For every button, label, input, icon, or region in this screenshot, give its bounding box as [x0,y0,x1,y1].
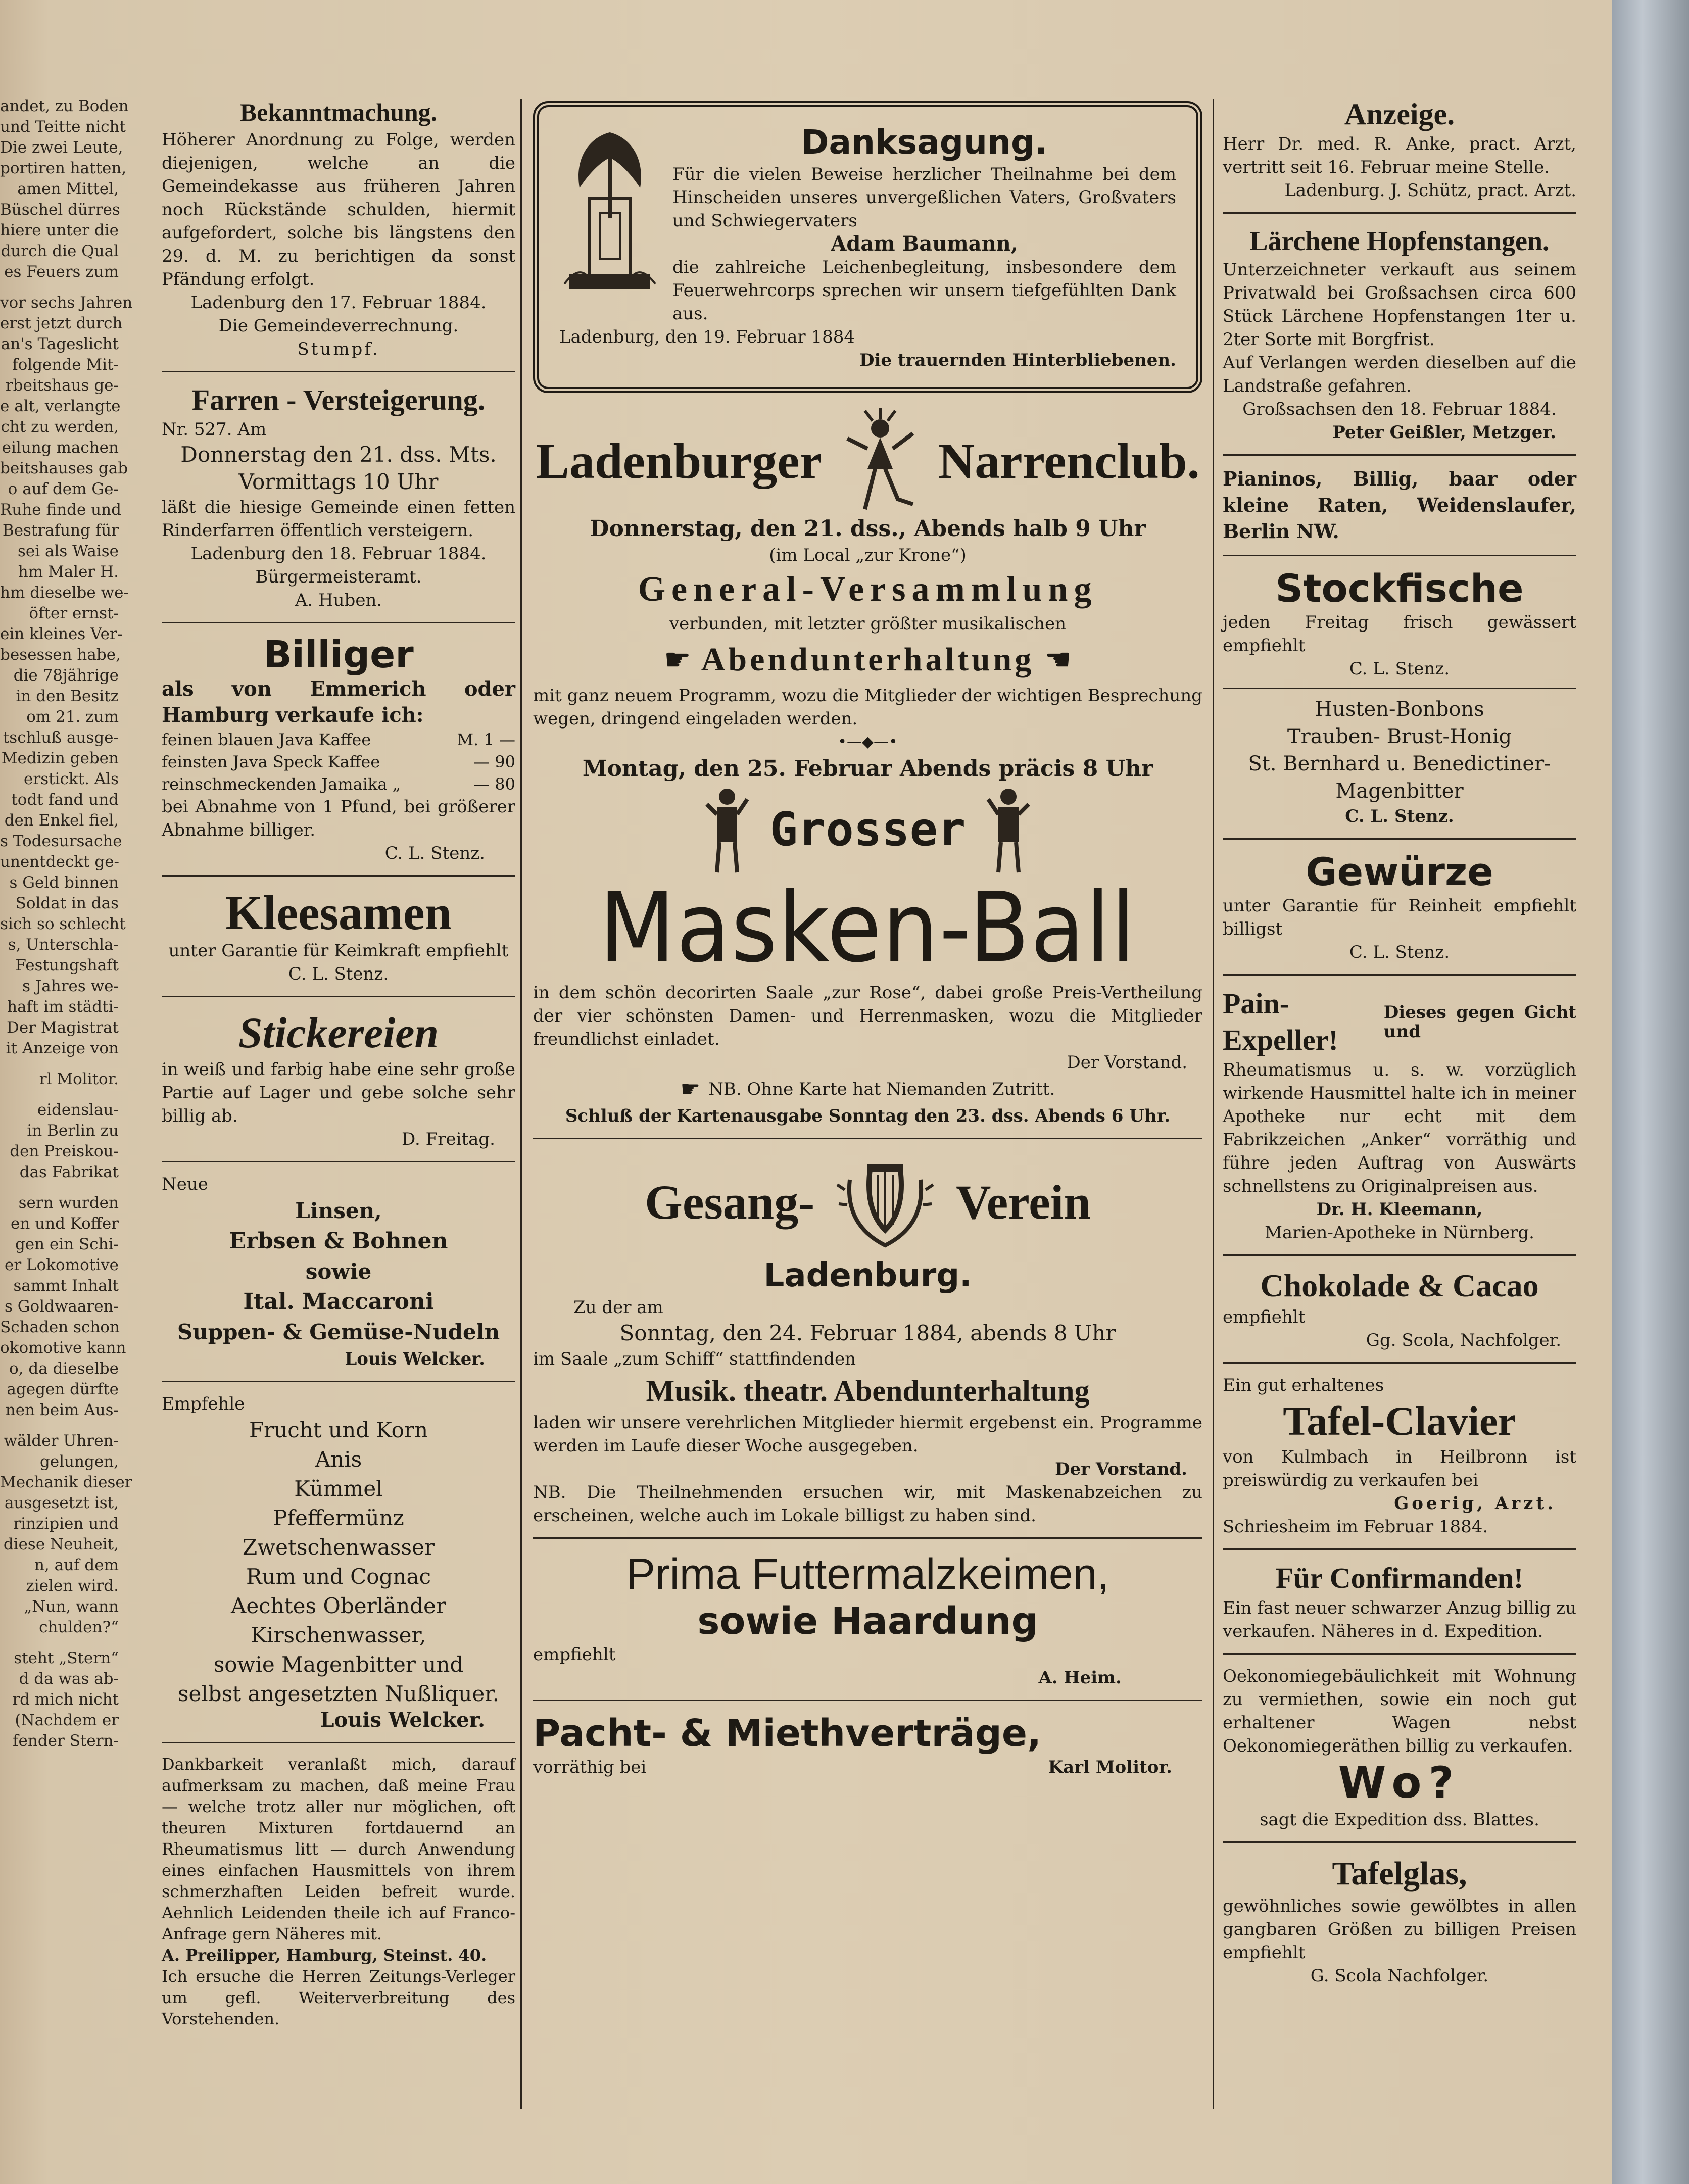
empfehle-item: Frucht und Korn [249,1418,428,1442]
divider [1223,555,1576,556]
abendunterhaltung-line [533,639,1202,681]
left-edge-line: beitshauses gab [0,459,128,477]
divider [1223,688,1576,689]
masked-figure-icon [704,784,750,875]
farren-signature: A. Huben. [295,590,382,610]
left-edge-line: das Fabrikat [19,1163,119,1181]
left-edge-line: Büschel dürres [0,201,120,219]
price-item-name: feinen blauen Java Kaffee [162,730,371,749]
price-item-name: reinschmeckenden Jamaika „ [162,774,401,794]
neue-item: Erbsen & Bohnen [229,1228,448,1254]
empfehle-signature: Louis Welcker. [320,1708,485,1732]
husten-item: Magenbitter [1335,780,1464,803]
pain-expeller-side: Dieses gegen Gicht und [1383,1002,1576,1042]
column-1 [162,96,515,2029]
laerchen-text: Unterzeichneter verkauft aus seinem Privatwald bei Großsachsen circa 600 Stück Lärchene Hopfenstangen 1ter u. 2ter Sorte mit Borgfrist. [1223,260,1576,350]
chokolade-title: Chokolade & Cacao [1260,1268,1539,1303]
gesangverein-title-right: Verein [956,1175,1091,1229]
maskenball-signature: Der Vorstand. [1067,1052,1187,1073]
abendunterhaltung-title: Abendunterhaltung [701,641,1035,678]
pain-expeller-signature-2: Marien-Apotheke in Nürnberg. [1265,1223,1534,1243]
stockfische-title: Stockfische [1275,566,1524,611]
left-edge-line: s, Unterschla- [8,936,119,954]
tafelclavier-date: Schriesheim im Februar 1884. [1223,1517,1488,1537]
ornament-divider: •—◆—• [838,733,898,751]
husten-item: Trauben- Brust-Honig [1287,725,1512,748]
kleesamen-text: unter Garantie für Keimkraft empfiehlt [168,941,509,961]
kleesamen-signature: C. L. Stenz. [288,964,389,984]
divider [533,1138,1202,1139]
dankbarkeit-signature: A. Preilipper, Hamburg, Steinst. 40. [162,1946,487,1965]
narrenclub-title-left: Ladenburger [536,433,823,489]
pointing-hand-right-icon: ☛ [663,642,691,677]
futter-title: Prima Futtermalzkeimen, [626,1550,1109,1598]
price-item-price: M. 1 — [457,730,515,749]
left-edge-line: hm Maler H. [18,563,119,581]
book-binding-edge [1612,0,1689,2184]
chokolade-text: empfiehlt [1223,1307,1306,1327]
anzeige-text: Herr Dr. med. R. Anke, pract. Arzt, vertritt seit 16. Februar meine Stelle. [1223,134,1576,177]
left-edge-line: die 78jährige [13,666,119,685]
left-edge-line: gelungen, [39,1452,119,1471]
column-3 [1223,96,1576,1987]
empfehle-item: Kirschenwasser, [251,1623,426,1647]
pacht-title: Pacht- & Miethverträge, [533,1712,1042,1755]
left-edge-line: es Feuers zum [4,263,119,281]
left-edge-line: rd mich nicht [12,1690,119,1709]
husten-signature: C. L. Stenz. [1345,806,1454,827]
billiger-subtitle: als von Emmerich oder Hamburg verkaufe ich: [162,677,515,727]
billiger-note: bei Abnahme von 1 Pfund, bei größerer Abnahme billiger. [162,797,515,840]
empfehle-items-list [162,1416,515,1709]
empfehle-item: sowie Magenbitter und [213,1652,464,1677]
neue-item: Suppen- & Gemüse-Nudeln [177,1320,500,1344]
stickereien-title: Stickereien [238,1008,439,1057]
left-edge-line: fender Stern- [13,1732,119,1750]
left-edge-line [0,282,119,293]
left-edge-line: und Teitte nicht [0,118,126,136]
neue-item: sowie [305,1259,372,1284]
farren-office: Bürgermeisteramt. [255,567,422,587]
left-edge-line [0,1090,119,1100]
left-edge-line: öfter ernst- [29,604,119,622]
left-edge-line: rbeitshaus ge- [5,376,119,395]
left-edge-line: ausgesetzt ist, [4,1494,119,1512]
tafelclavier-title: Tafel-Clavier [1283,1398,1516,1444]
left-edge-line: amen Mittel, [17,180,119,198]
neue-item: Ital. Maccaroni [243,1289,434,1315]
narrenclub-when: Donnerstag, den 21. dss., Abends halb 9 Uhr [590,516,1146,542]
left-edge-line: chulden?“ [39,1618,119,1636]
left-edge-line: en und Koffer [11,1215,119,1233]
left-edge-line: tschluß ausge- [3,729,119,747]
laerchen-date: Großsachsen den 18. Februar 1884. [1242,399,1557,419]
laerchen-title: Lärchene Hopfenstangen. [1249,226,1550,256]
danksagung-title: Danksagung. [801,123,1048,162]
gewuerze-signature: C. L. Stenz. [1349,942,1450,962]
left-edge-line: besessen habe, [0,646,121,664]
left-edge-line: „Nun, wann [24,1597,119,1616]
divider [1223,838,1576,840]
gesangverein-zu: Zu der am [573,1297,663,1318]
pacht-text: vorräthig bei [533,1757,647,1777]
left-edge-line: e alt, verlangte [0,397,121,415]
farren-title: Farren - Versteigerung. [191,383,486,416]
left-edge-line: Mechanik dieser [0,1473,132,1491]
jester-icon [837,408,923,514]
pain-expeller-title: Pain-Expeller! [1223,987,1338,1056]
gesangverein-city: Ladenburg. [763,1257,972,1294]
farren-date: Ladenburg den 18. Februar 1884. [190,544,487,564]
futter-signature: A. Heim. [1038,1668,1122,1688]
divider [162,1161,515,1162]
bekanntmachung-title: Bekanntmachung. [239,98,438,126]
gesangverein-event-title: Musik. theatr. Abendunterhaltung [646,1374,1090,1408]
laerchen-signature: Peter Geißler, Metzger. [1332,422,1556,443]
kleesamen-title: Kleesamen [225,886,452,940]
divider [1223,454,1576,456]
divider [1223,974,1576,976]
left-edge-line [0,1638,119,1648]
left-edge-line: gen ein Schi- [15,1235,119,1253]
left-edge-line: unentdeckt ge- [0,853,120,871]
confirmanden-title: Für Confirmanden! [1275,1562,1524,1594]
laerchen-text-2: Auf Verlangen werden dieselben auf die Landstraße gefahren. [1223,353,1576,396]
neue-items-list [162,1196,515,1347]
pointing-hand-left-icon: ☚ [1044,642,1072,677]
grosser-label: Grosser [769,802,966,856]
stockfische-signature: C. L. Stenz. [1349,659,1450,679]
gewuerze-text: unter Garantie für Reinheit empfiehlt billigst [1223,896,1576,939]
left-edge-line: hiere unter die [0,221,119,239]
neue-label: Neue [162,1174,208,1194]
divider [533,1537,1202,1539]
tafelclavier-signature: Goerig, Arzt. [1394,1493,1556,1514]
left-edge-line: nen beim Aus- [5,1401,119,1419]
divider [1223,1653,1576,1655]
husten-items-list [1223,696,1576,805]
maskenball-text: in dem schön decorirten Saale „zur Rose“, dabei große Preis-Vertheilung der vier schönsten Damen- und Herrenmasken, wozu die Mitglieder freundlichst einladet. [533,983,1202,1049]
pain-expeller-header [1223,986,1576,1058]
divider [162,996,515,997]
left-edge-line: (Nachdem er [15,1711,119,1729]
left-edge-line: n, auf dem [34,1556,119,1574]
left-edge-line: s Goldwaaren- [4,1297,119,1316]
left-edge-line: zielen wird. [26,1577,119,1595]
billiger-signature: C. L. Stenz. [384,843,485,863]
price-row [162,773,515,795]
price-row [162,751,515,773]
price-row [162,729,515,751]
left-edge-line: wälder Uhren- [4,1432,119,1450]
left-edge-line: er Lokomotive [4,1256,119,1274]
gewuerze-title: Gewürze [1306,849,1493,894]
danksagung-signature: Die trauernden Hinterbliebenen. [859,350,1176,370]
narrenclub-where: (im Local „zur Krone“) [769,545,967,565]
danksagung-text-2: die zahlreiche Leichenbegleitung, insbesondere dem Feuerwehrcorps sprechen wir unsern tiefgefühlten Dank aus. [672,257,1176,324]
maskenball-nb-line [533,1074,1202,1104]
general-versammlung: General-Versammlung [638,570,1098,609]
left-edge-line: an's Tageslicht [1,335,119,353]
danksagung-text-1: Für die vielen Beweise herzlicher Theilnahme bei dem Hinscheiden unseres unvergeßlichen Vaters, Großvaters und Schwiegervaters [672,164,1176,231]
divider [1223,1254,1576,1256]
maskenball-nb: NB. Ohne Karte hat Niemanden Zutritt. [708,1079,1055,1099]
left-edge-line: s Geld binnen [9,873,119,892]
left-edge-line: Festungshaft [15,956,119,975]
stickereien-signature: D. Freitag. [401,1129,495,1149]
divider [1223,1841,1576,1843]
left-edge-line [0,1059,119,1069]
left-edge-line: in Berlin zu [27,1122,119,1140]
maskenball-title: Masken-Ball [599,872,1137,984]
farren-when-1: Donnerstag den 21. dss. Mts. [180,442,497,467]
bekanntmachung-office: Die Gemeindeverrechnung. [218,316,459,336]
left-edge-line: andet, zu Boden [0,97,129,115]
left-edge-line: in den Besitz [16,687,119,705]
left-edge-line: Die zwei Leute, [0,138,123,157]
left-edge-line: erstickt. Als [24,770,119,788]
bekanntmachung-text: Höherer Anordnung zu Folge, werden diejenigen, welche an die Gemeindekasse aus früheren Jahren noch Rückstände schulden, hiermit aufgefordert, solche bis längstens den 29. d. M. zu berichtigen da sonst Pfändung erfolgt. [162,130,515,289]
maskenball-schluss: Schluß der Kartenausgabe Sonntag den 23. dss. Abends 6 Uhr. [565,1106,1171,1126]
narrenclub-verbunden: verbunden, mit letzter größter musikalischen [669,614,1067,634]
divider [162,1742,515,1743]
grave-monument-icon [559,122,660,294]
pacht-signature: Karl Molitor. [1048,1757,1172,1777]
empfehle-item: Pfeffermünz [273,1506,404,1530]
pointing-hand-icon: ☛ [680,1076,701,1102]
divider [1223,212,1576,214]
left-edge-line: Schaden schon [0,1318,120,1336]
narrenclub-programm: mit ganz neuem Programm, wozu die Mitglieder der wichtigen Besprechung wegen, dringend eingeladen werden. [533,686,1202,729]
stickereien-text: in weiß und farbig habe eine sehr große Partie auf Lager und gebe solche sehr billig ab. [162,1059,515,1126]
maskenball-when: Montag, den 25. Februar Abends präcis 8 Uhr [582,756,1153,782]
tafelglas-title: Tafelglas, [1332,1855,1467,1892]
left-edge-line: sammt Inhalt [13,1277,119,1295]
left-edge-line: Ruhe finde und [0,501,121,519]
tafelclavier-text: von Kulmbach in Heilbronn ist preiswürdig zu verkaufen bei [1223,1447,1576,1490]
oekonomie-text: Oekonomiegebäulichkeit mit Wohnung zu vermiethen, sowie ein noch gut erhaltener Wagen nebst Oekonomiegeräthen billig zu verkaufen. [1223,1666,1576,1756]
futter-empfiehlt: empfiehlt [533,1644,616,1665]
price-item-price: — 80 [473,774,515,794]
billiger-price-list [162,729,515,795]
left-edge-line: it Anzeige von [6,1039,119,1057]
narrenclub-header [533,408,1202,514]
farren-number: Nr. 527. Am [162,419,267,440]
price-item-name: feinsten Java Speck Kaffee [162,752,380,771]
pain-expeller-text: Rheumatismus u. s. w. vorzüglich wirkende Hausmittel halte ich in meiner Apotheke nur echt mit dem Fabrikzeichen „Anker“ vorräthig und führe jeden Auftrag von Auswärts schnellstens zu Originalpreisen aus. [1223,1060,1576,1196]
gesangverein-when: Sonntag, den 24. Februar 1884, abends 8 Uhr [619,1321,1116,1345]
tafelglas-text: gewöhnliches sowie gewölbtes in allen gangbaren Größen zu billigen Preisen empfiehlt [1223,1896,1576,1963]
tafelclavier-pre: Ein gut erhaltenes [1223,1375,1384,1395]
neue-item: Linsen, [295,1198,382,1223]
left-edge-line: o, da dieselbe [9,1360,119,1378]
gesangverein-where: im Saale „zum Schiff“ stattfindenden [533,1349,856,1369]
divider [162,875,515,877]
confirmanden-text: Ein fast neuer schwarzer Anzug billig zu verkaufen. Näheres in d. Expedition. [1223,1598,1576,1641]
wo-text: sagt die Expedition dss. Blattes. [1260,1810,1539,1830]
left-edge-line: s Todesursache [0,832,122,850]
husten-item: Husten-Bonbons [1315,698,1484,721]
billiger-title: Billiger [263,633,414,676]
left-edge-line: den Preiskou- [10,1142,119,1160]
left-edge-line: rl Molitor. [39,1070,119,1088]
left-edge-line: Medizin geben [1,749,119,767]
price-item-price: — 90 [473,752,515,771]
column-2 [533,96,1202,1779]
column-rule-1 [520,99,522,2109]
left-edge-line: sei als Waise [17,542,119,560]
left-edge-line: o auf dem Ge- [8,480,119,498]
danksagung-name: Adam Baumann, [831,232,1018,256]
left-edge-line: vor sechs Jahren [0,294,133,312]
left-edge-line: ein kleines Ver- [0,625,123,643]
divider [162,371,515,372]
chokolade-signature: Gg. Scola, Nachfolger. [1366,1330,1561,1350]
left-edge-column [0,96,133,1752]
farren-text: läßt die hiesige Gemeinde einen fetten Rinderfarren öffentlich versteigern. [162,497,515,541]
left-edge-line: portiren hatten, [0,159,127,177]
left-edge-line: cht zu werden, [1,418,119,436]
futter-subtitle: sowie Haardung [697,1599,1038,1643]
lyre-wreath-icon [835,1149,936,1255]
left-edge-line: haft im städti- [7,998,119,1016]
danksagung-box [533,101,1202,393]
left-edge-line: sich so schlecht [0,915,126,933]
divider [162,1381,515,1382]
left-edge-line: steht „Stern“ [14,1649,119,1667]
wo-title: Wo? [1338,1758,1461,1808]
empfehle-item: Zwetschenwasser [243,1535,435,1560]
left-edge-line [0,1183,119,1193]
stockfische-text: jeden Freitag frisch gewässert empfiehlt [1223,612,1576,656]
empfehle-item: selbst angesetzten Nußliquer. [177,1681,500,1706]
divider [1223,1548,1576,1550]
left-edge-line: Bestrafung für [2,521,119,540]
gesangverein-nb: NB. Die Theilnehmenden ersuchen wir, mit Maskenabzeichen zu erscheinen, welche auch im Lokale billigst zu haben sind. [533,1482,1202,1526]
pianinos-text: Pianinos, Billig, baar oder kleine Raten, Weidenslaufer, Berlin NW. [1223,467,1576,543]
masked-figure-icon [986,784,1031,875]
left-edge-line: rinzipien und [13,1515,119,1533]
left-edge-line: durch die Qual [1,242,119,260]
empfehle-label: Empfehle [162,1394,245,1414]
left-edge-line: eilung machen [2,439,119,457]
left-edge-line: okomotive kann [0,1339,126,1357]
divider [162,622,515,623]
left-edge-line: eidenslau- [37,1101,119,1119]
danksagung-date: Ladenburg, den 19. Februar 1884 [559,327,855,347]
empfehle-item: Aechtes Oberländer [231,1593,446,1618]
left-edge-line: erst jetzt durch [0,314,123,332]
narrenclub-title-right: Narrenclub. [938,433,1200,489]
dankbarkeit-request: Ich ersuche die Herren Zeitungs-Verleger um gefl. Weiterverbreitung des Vorstehenden. [162,1967,515,2028]
left-edge-line: agegen dürfte [7,1380,119,1398]
empfehle-item: Anis [315,1447,362,1472]
left-edge-line: om 21. zum [26,708,119,726]
gesangverein-header [533,1149,1202,1255]
left-edge-line: folgende Mit- [12,356,119,374]
column-rule-2 [1213,99,1214,2109]
left-edge-line: Soldat in das [15,894,119,912]
pain-expeller-signature-1: Dr. H. Kleemann, [1316,1199,1483,1220]
anzeige-signature: Ladenburg. J. Schütz, pract. Arzt. [1284,180,1576,201]
left-edge-line: d da was ab- [19,1670,119,1688]
anzeige-title: Anzeige. [1344,98,1455,131]
left-edge-line: Der Magistrat [7,1018,119,1037]
tafelglas-signature: G. Scola Nachfolger. [1310,1966,1489,1986]
gesangverein-signature: Der Vorstand. [1055,1459,1187,1479]
gesangverein-title-left: Gesang- [645,1175,815,1229]
husten-item: St. Bernhard u. Benedictiner- [1248,752,1551,775]
grosser-line [533,784,1202,875]
gesangverein-text: laden wir unsere verehrlichen Mitglieder hiermit ergebenst ein. Programme werden im Laufe dieser Woche ausgegeben. [533,1413,1202,1456]
bekanntmachung-signature: Stumpf. [297,339,380,359]
empfehle-item: Kümmel [294,1476,383,1501]
divider [1223,1362,1576,1364]
left-edge-line [0,1421,119,1431]
farren-when-2: Vormittags 10 Uhr [238,469,439,494]
pacht-line [533,1756,1202,1779]
divider [533,1700,1202,1701]
empfehle-item: Rum und Cognac [246,1564,431,1589]
left-edge-line: den Enkel fiel, [4,811,119,830]
bekanntmachung-date: Ladenburg den 17. Februar 1884. [190,293,487,313]
neue-signature: Louis Welcker. [345,1349,485,1369]
dankbarkeit-text: Dankbarkeit veranlaßt mich, darauf aufmerksam zu machen, daß meine Frau — welche trotz aller nur möglichen, oft theuren Mixturen fortdauernd an Rheumatismus litt — durch Anwendung eines einfachen Hausmittels von ihrem schmerzhaften Leiden befreit wurde. Aehnlich Leidenden theile ich auf Franco-Anfrage gern Näheres mit. [162,1755,515,1944]
left-edge-line: todt fand und [11,791,119,809]
left-edge-line: s Jahres we- [22,977,119,995]
left-edge-line: sern wurden [18,1194,119,1212]
left-edge-line: diese Neuheit, [3,1535,119,1554]
left-edge-line: hm dieselbe we- [0,584,129,602]
